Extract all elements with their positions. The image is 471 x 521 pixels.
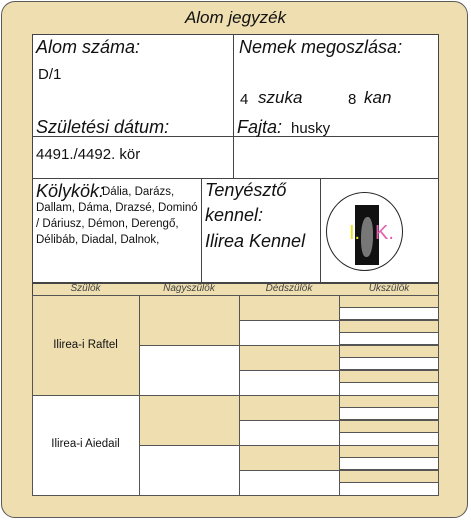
kennel-label-line1: Tenyésztő [205, 180, 287, 200]
great-great-grandparent-cell [339, 307, 439, 320]
logo-letter-i: I. [349, 222, 361, 244]
kennel-label-line2: kennel: [205, 205, 264, 225]
birth-date-value: 4491./4492. kör [36, 146, 141, 163]
great-great-grandparent-cell [339, 357, 439, 370]
great-great-grandparent-cell [339, 482, 439, 496]
male-label: kan [364, 88, 392, 107]
litter-number-value: D/1 [38, 66, 62, 83]
great-grandparent-cell [239, 470, 340, 496]
logo-husky-mark [361, 217, 373, 257]
great-great-grandparent-cell [339, 382, 439, 396]
kennel-name: Ilirea Kennel [205, 231, 306, 251]
puppies-names: Dália, Darázs, Dallam, Dáma, Drazsé, Dominó / Dáriusz, Démon, Derengő, Délibáb, Diadal, Dalnok, [36, 186, 198, 246]
great-grandparent-cell [239, 395, 340, 421]
gender-label: Nemek megoszlása: [239, 37, 403, 57]
great-great-grandparent-cell [339, 457, 439, 470]
great-grandparent-cell [239, 445, 340, 471]
logo-divider [320, 178, 321, 283]
header-parents: Szülők [70, 283, 101, 294]
breed-box [233, 136, 439, 179]
great-grandparent-cell [239, 370, 340, 396]
great-grandparent-cell [239, 345, 340, 371]
great-grandparent-cell [239, 295, 340, 321]
female-count: 4 [240, 91, 249, 108]
breed-value: husky [291, 120, 331, 137]
breed-label: Fajta: [237, 117, 283, 137]
grandparent-cell [139, 395, 240, 446]
litter-number-label: Alom száma: [36, 37, 141, 57]
great-great-grandparent-cell [339, 332, 439, 345]
great-great-grandparent-cell [339, 432, 439, 446]
male-count: 8 [348, 91, 357, 108]
header-great-grandparents: Dédszülők [265, 283, 313, 294]
kennel-logo [326, 192, 403, 271]
header-great-great-grandparents: Ükszülők [368, 283, 410, 294]
parent-name: Ilirea-i Aiedail [51, 438, 120, 450]
page-title: Alom jegyzék [184, 8, 287, 27]
header-grandparents: Nagyszülők [163, 283, 215, 294]
great-great-grandparent-cell [339, 407, 439, 420]
grandparent-cell [139, 295, 240, 346]
great-grandparent-cell [239, 320, 340, 346]
great-grandparent-cell [239, 420, 340, 446]
birth-date-label: Születési dátum: [36, 117, 170, 137]
grandparent-cell [139, 345, 240, 396]
puppies-label: Kölykök: [36, 181, 105, 201]
logo-letter-k: K. [375, 222, 394, 244]
grandparent-cell [139, 445, 240, 496]
parent-name: Ilirea-i Raftel [53, 339, 118, 351]
female-label: szuka [258, 88, 303, 107]
